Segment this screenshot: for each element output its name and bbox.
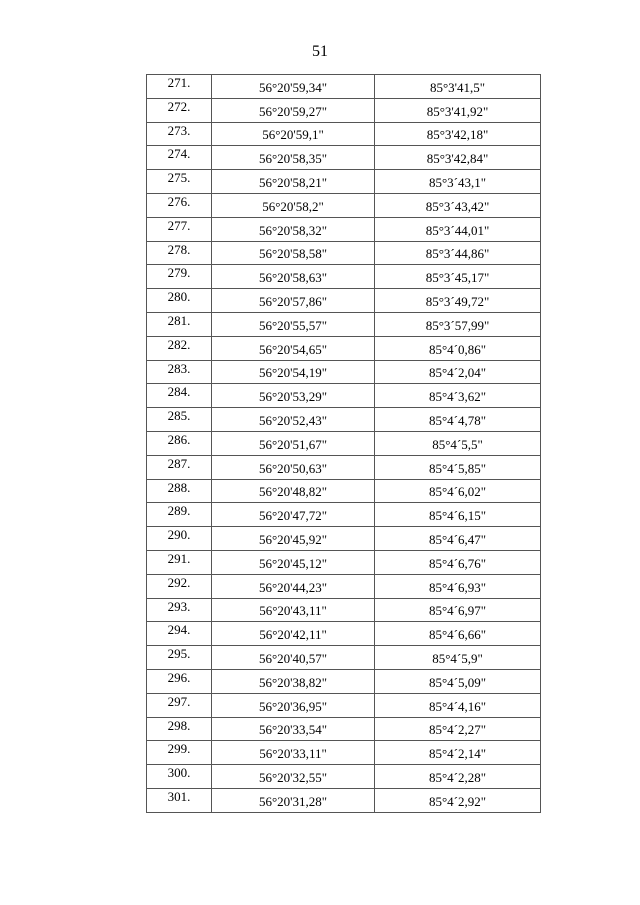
latitude-cell: 56°20'57,86" bbox=[212, 289, 375, 313]
table-row bbox=[147, 193, 541, 217]
longitude-cell: 85°4´6,15" bbox=[375, 503, 541, 527]
longitude-cell: 85°4´2,27" bbox=[375, 717, 541, 741]
longitude-cell: 85°4´5,09" bbox=[375, 669, 541, 693]
longitude-cell: 85°4´6,93" bbox=[375, 574, 541, 598]
point-number: 285. bbox=[147, 408, 212, 432]
latitude-cell: 56°20'48,82" bbox=[212, 479, 375, 503]
table-row bbox=[147, 289, 541, 313]
table-row bbox=[147, 384, 541, 408]
point-number: 296. bbox=[147, 669, 212, 693]
latitude-cell: 56°20'45,12" bbox=[212, 550, 375, 574]
longitude-cell: 85°4´4,16" bbox=[375, 693, 541, 717]
table-row bbox=[147, 312, 541, 336]
table-row bbox=[147, 408, 541, 432]
longitude-cell: 85°3´45,17" bbox=[375, 265, 541, 289]
table-row bbox=[147, 360, 541, 384]
latitude-cell: 56°20'43,11" bbox=[212, 598, 375, 622]
point-number: 297. bbox=[147, 693, 212, 717]
longitude-cell: 85°3´43,1" bbox=[375, 170, 541, 194]
longitude-cell: 85°3´44,86" bbox=[375, 241, 541, 265]
latitude-cell: 56°20'58,21" bbox=[212, 170, 375, 194]
latitude-cell: 56°20'52,43" bbox=[212, 408, 375, 432]
latitude-cell: 56°20'58,63" bbox=[212, 265, 375, 289]
latitude-cell: 56°20'58,35" bbox=[212, 146, 375, 170]
point-number: 288. bbox=[147, 479, 212, 503]
latitude-cell: 56°20'50,63" bbox=[212, 455, 375, 479]
point-number: 276. bbox=[147, 193, 212, 217]
longitude-cell: 85°4´2,92" bbox=[375, 788, 541, 812]
table-row bbox=[147, 479, 541, 503]
latitude-cell: 56°20'33,11" bbox=[212, 741, 375, 765]
table-row bbox=[147, 503, 541, 527]
point-number: 291. bbox=[147, 550, 212, 574]
table-row bbox=[147, 741, 541, 765]
point-number: 290. bbox=[147, 527, 212, 551]
point-number: 286. bbox=[147, 431, 212, 455]
longitude-cell: 85°4´6,47" bbox=[375, 527, 541, 551]
point-number: 281. bbox=[147, 312, 212, 336]
point-number: 295. bbox=[147, 646, 212, 670]
longitude-cell: 85°4´0,86" bbox=[375, 336, 541, 360]
point-number: 292. bbox=[147, 574, 212, 598]
point-number: 278. bbox=[147, 241, 212, 265]
latitude-cell: 56°20'45,92" bbox=[212, 527, 375, 551]
table-row bbox=[147, 455, 541, 479]
latitude-cell: 56°20'58,32" bbox=[212, 217, 375, 241]
point-number: 289. bbox=[147, 503, 212, 527]
point-number: 277. bbox=[147, 217, 212, 241]
longitude-cell: 85°3'42,84" bbox=[375, 146, 541, 170]
point-number: 298. bbox=[147, 717, 212, 741]
point-number: 275. bbox=[147, 170, 212, 194]
table-row bbox=[147, 241, 541, 265]
longitude-cell: 85°3´57,99" bbox=[375, 312, 541, 336]
longitude-cell: 85°3´43,42" bbox=[375, 193, 541, 217]
latitude-cell: 56°20'38,82" bbox=[212, 669, 375, 693]
latitude-cell: 56°20'55,57" bbox=[212, 312, 375, 336]
longitude-cell: 85°3´44,01" bbox=[375, 217, 541, 241]
table-row bbox=[147, 217, 541, 241]
point-number: 271. bbox=[147, 75, 212, 99]
table-row bbox=[147, 75, 541, 99]
table-row bbox=[147, 598, 541, 622]
point-number: 273. bbox=[147, 122, 212, 146]
longitude-cell: 85°4´6,66" bbox=[375, 622, 541, 646]
point-number: 284. bbox=[147, 384, 212, 408]
table-row bbox=[147, 98, 541, 122]
longitude-cell: 85°3'41,5" bbox=[375, 75, 541, 99]
latitude-cell: 56°20'32,55" bbox=[212, 765, 375, 789]
table-row bbox=[147, 550, 541, 574]
longitude-cell: 85°4´5,5" bbox=[375, 431, 541, 455]
latitude-cell: 56°20'33,54" bbox=[212, 717, 375, 741]
longitude-cell: 85°4´6,97" bbox=[375, 598, 541, 622]
point-number: 279. bbox=[147, 265, 212, 289]
coordinates-table-body bbox=[147, 75, 541, 813]
table-row bbox=[147, 122, 541, 146]
latitude-cell: 56°20'58,58" bbox=[212, 241, 375, 265]
latitude-cell: 56°20'59,34" bbox=[212, 75, 375, 99]
table-row bbox=[147, 765, 541, 789]
point-number: 299. bbox=[147, 741, 212, 765]
latitude-cell: 56°20'58,2" bbox=[212, 193, 375, 217]
table-row bbox=[147, 265, 541, 289]
table-row bbox=[147, 788, 541, 812]
latitude-cell: 56°20'54,19" bbox=[212, 360, 375, 384]
table-row bbox=[147, 527, 541, 551]
point-number: 280. bbox=[147, 289, 212, 313]
point-number: 300. bbox=[147, 765, 212, 789]
table-row bbox=[147, 693, 541, 717]
table-row bbox=[147, 431, 541, 455]
latitude-cell: 56°20'44,23" bbox=[212, 574, 375, 598]
point-number: 287. bbox=[147, 455, 212, 479]
latitude-cell: 56°20'59,1" bbox=[212, 122, 375, 146]
page-number: 51 bbox=[312, 43, 328, 60]
latitude-cell: 56°20'42,11" bbox=[212, 622, 375, 646]
latitude-cell: 56°20'36,95" bbox=[212, 693, 375, 717]
longitude-cell: 85°4´2,28" bbox=[375, 765, 541, 789]
latitude-cell: 56°20'53,29" bbox=[212, 384, 375, 408]
latitude-cell: 56°20'31,28" bbox=[212, 788, 375, 812]
table-row bbox=[147, 170, 541, 194]
longitude-cell: 85°4´3,62" bbox=[375, 384, 541, 408]
table-row bbox=[147, 646, 541, 670]
point-number: 283. bbox=[147, 360, 212, 384]
point-number: 282. bbox=[147, 336, 212, 360]
latitude-cell: 56°20'40,57" bbox=[212, 646, 375, 670]
latitude-cell: 56°20'59,27" bbox=[212, 98, 375, 122]
latitude-cell: 56°20'54,65" bbox=[212, 336, 375, 360]
longitude-cell: 85°4´2,14" bbox=[375, 741, 541, 765]
table-row bbox=[147, 717, 541, 741]
longitude-cell: 85°3'41,92" bbox=[375, 98, 541, 122]
longitude-cell: 85°4´2,04" bbox=[375, 360, 541, 384]
table-row bbox=[147, 574, 541, 598]
point-number: 272. bbox=[147, 98, 212, 122]
point-number: 294. bbox=[147, 622, 212, 646]
table-row bbox=[147, 622, 541, 646]
longitude-cell: 85°4´5,9" bbox=[375, 646, 541, 670]
longitude-cell: 85°4´5,85" bbox=[375, 455, 541, 479]
latitude-cell: 56°20'47,72" bbox=[212, 503, 375, 527]
table-row bbox=[147, 669, 541, 693]
longitude-cell: 85°3´49,72" bbox=[375, 289, 541, 313]
point-number: 301. bbox=[147, 788, 212, 812]
coordinates-table bbox=[146, 74, 541, 813]
longitude-cell: 85°4´4,78" bbox=[375, 408, 541, 432]
point-number: 293. bbox=[147, 598, 212, 622]
longitude-cell: 85°3'42,18" bbox=[375, 122, 541, 146]
table-row bbox=[147, 336, 541, 360]
longitude-cell: 85°4´6,02" bbox=[375, 479, 541, 503]
table-row bbox=[147, 146, 541, 170]
point-number: 274. bbox=[147, 146, 212, 170]
latitude-cell: 56°20'51,67" bbox=[212, 431, 375, 455]
longitude-cell: 85°4´6,76" bbox=[375, 550, 541, 574]
